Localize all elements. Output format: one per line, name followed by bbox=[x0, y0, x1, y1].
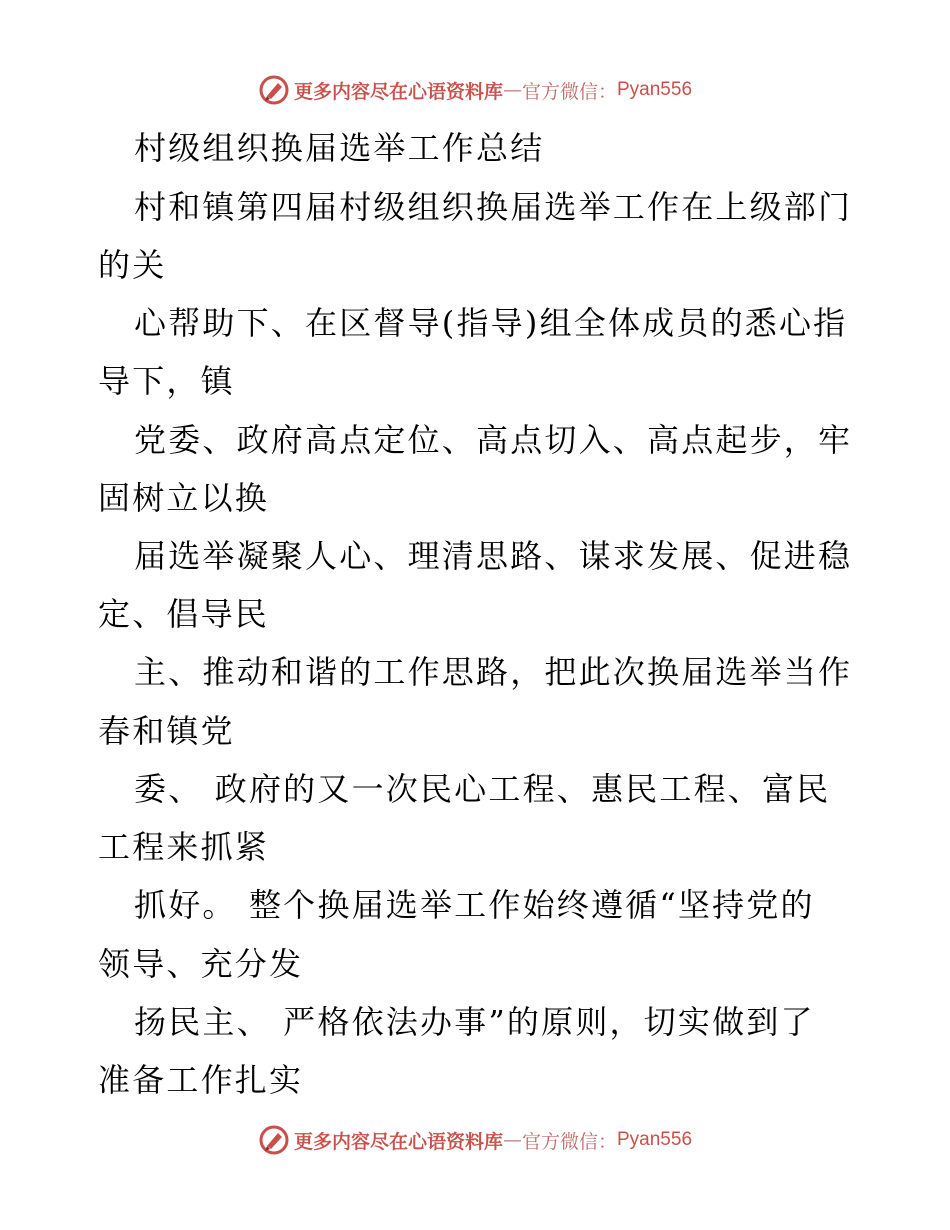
document-title: 村级组织换届选举工作总结 bbox=[134, 129, 545, 167]
text-line: 党委、政府高点定位、高点切入、高点起步，牢 bbox=[134, 421, 853, 459]
text-line: 准备工作扎实 bbox=[98, 1061, 304, 1099]
watermark-separator: — bbox=[502, 79, 522, 101]
text-line: 村和镇第四届村级组织换届选举工作在上级部门 bbox=[134, 188, 853, 226]
text-line: 春和镇党 bbox=[98, 712, 235, 750]
text-line: 领导、充分发 bbox=[98, 945, 304, 983]
text-line: 委、 政府的又一次民心工程、惠民工程、富民 bbox=[134, 770, 831, 808]
footer-watermark bbox=[0, 1120, 950, 1160]
watermark-separator: — bbox=[502, 1129, 522, 1151]
watermark-wechat-id: Pyan556 bbox=[617, 1129, 693, 1150]
watermark-main-text: 更多内容尽在心语资料库 bbox=[293, 1130, 503, 1153]
text-line: 主、推动和谐的工作思路，把此次换届选举当作 bbox=[134, 653, 853, 691]
text-line: 固树立以换 bbox=[98, 479, 270, 517]
text-line: 扬民主、 严格依法办事”的原则，切实做到了 bbox=[134, 1003, 815, 1041]
pen-logo-icon bbox=[258, 74, 290, 106]
pen-logo-icon bbox=[258, 1124, 290, 1156]
text-line: 抓好。 整个换届选举工作始终遵循“坚持党的 bbox=[134, 886, 815, 924]
watermark-wechat-label: 官方微信： bbox=[521, 1130, 617, 1153]
text-line: 届选举凝聚人心、理清思路、谋求发展、促进稳 bbox=[134, 537, 853, 575]
watermark-wechat-label: 官方微信： bbox=[521, 80, 617, 103]
text-line: 心帮助下、在区督导(指导)组全体成员的悉心指 bbox=[134, 304, 848, 342]
text-line: 的关 bbox=[98, 246, 167, 284]
watermark-wechat-id: Pyan556 bbox=[617, 79, 693, 100]
watermark-main-text: 更多内容尽在心语资料库 bbox=[293, 80, 503, 103]
text-line: 导下，镇 bbox=[98, 362, 235, 400]
text-line: 工程来抓紧 bbox=[98, 828, 270, 866]
text-line: 定、倡导民 bbox=[98, 595, 270, 633]
header-watermark bbox=[0, 70, 950, 110]
